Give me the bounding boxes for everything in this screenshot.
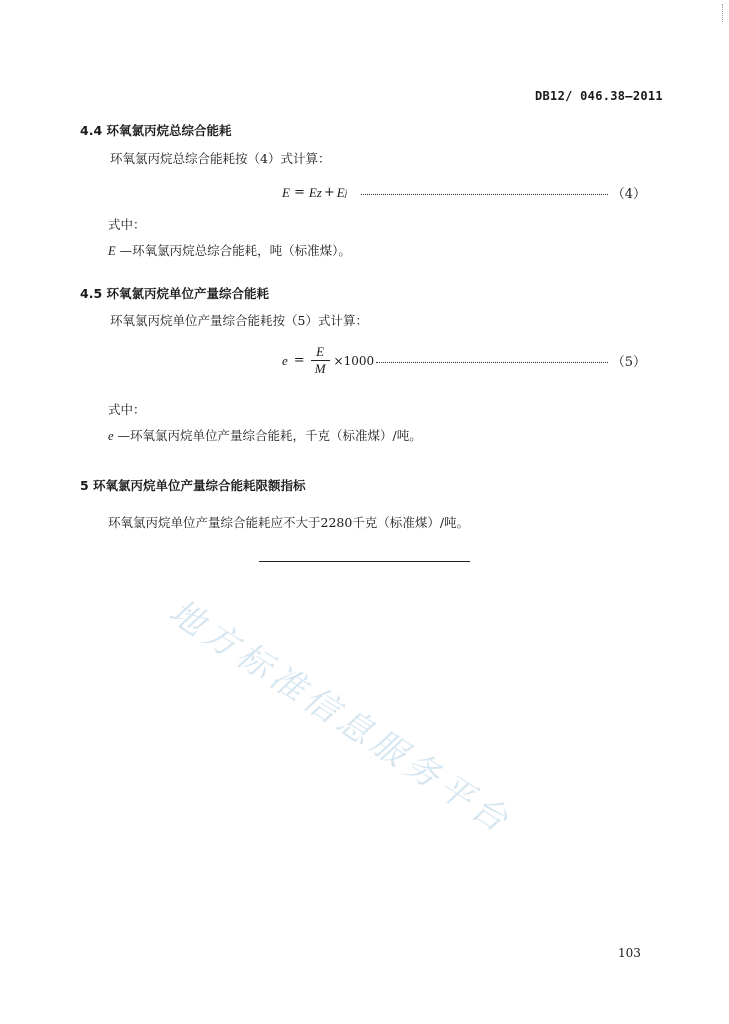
end-rule xyxy=(259,561,470,562)
formula-5-multiplier: ×1000 xyxy=(333,353,375,368)
formula-4-leader-dots xyxy=(361,194,607,195)
section-5-heading: 5 环氧氯丙烷单位产量综合能耗限额指标 xyxy=(80,478,306,493)
section-4-4-definition xyxy=(108,241,351,259)
formula-4-number: （4） xyxy=(611,187,646,202)
formula-5 xyxy=(282,344,646,377)
definition-variable-E: E xyxy=(108,244,116,258)
formula-4 xyxy=(282,183,646,202)
formula-5-equals: = xyxy=(293,353,305,368)
formula-5-leader-dots xyxy=(376,362,608,363)
document-code: DB12/ 046.38—2011 xyxy=(535,89,663,103)
section-4-5-heading: 4.5 环氧氯丙烷单位产量综合能耗 xyxy=(80,286,269,301)
formula-4-plus: + xyxy=(323,185,335,200)
definition-text-e: —环氧氯丙烷单位产量综合能耗，千克（标准煤）/吨。 xyxy=(117,428,422,443)
definition-variable-e: e xyxy=(108,429,114,443)
section-4-5-intro: 环氧氯丙烷单位产量综合能耗按（5）式计算： xyxy=(110,313,368,328)
formula-4-term2-subscript: j xyxy=(344,187,348,198)
formula-4-lhs: E xyxy=(282,184,290,200)
formula-5-numerator: E xyxy=(316,344,325,359)
formula-4-term1: Ez xyxy=(308,184,322,200)
section-4-4-intro: 环氧氯丙烷总综合能耗按（4）式计算： xyxy=(110,151,331,166)
watermark: 地方标准信息服务平台 xyxy=(161,591,520,844)
formula-4-term2: E xyxy=(336,184,345,200)
formula-4-equals: = xyxy=(293,185,305,200)
section-4-4-heading: 4.4 环氧氯丙烷总综合能耗 xyxy=(80,123,232,138)
section-5-text: 环氧氯丙烷单位产量综合能耗应不大于2280千克（标准煤）/吨。 xyxy=(108,515,470,530)
formula-5-denominator: M xyxy=(314,361,326,376)
scan-corner-marks xyxy=(722,4,725,22)
section-4-5-where: 式中： xyxy=(108,402,146,417)
formula-5-fraction xyxy=(311,344,330,377)
section-4-4-where: 式中： xyxy=(108,217,146,232)
formula-5-lhs: e xyxy=(282,352,288,368)
page-number: 103 xyxy=(618,946,641,960)
definition-text-E: —环氧氯丙烷总综合能耗，吨（标准煤）。 xyxy=(119,243,351,258)
section-4-5-definition xyxy=(108,426,422,444)
formula-5-number: （5） xyxy=(611,355,646,370)
